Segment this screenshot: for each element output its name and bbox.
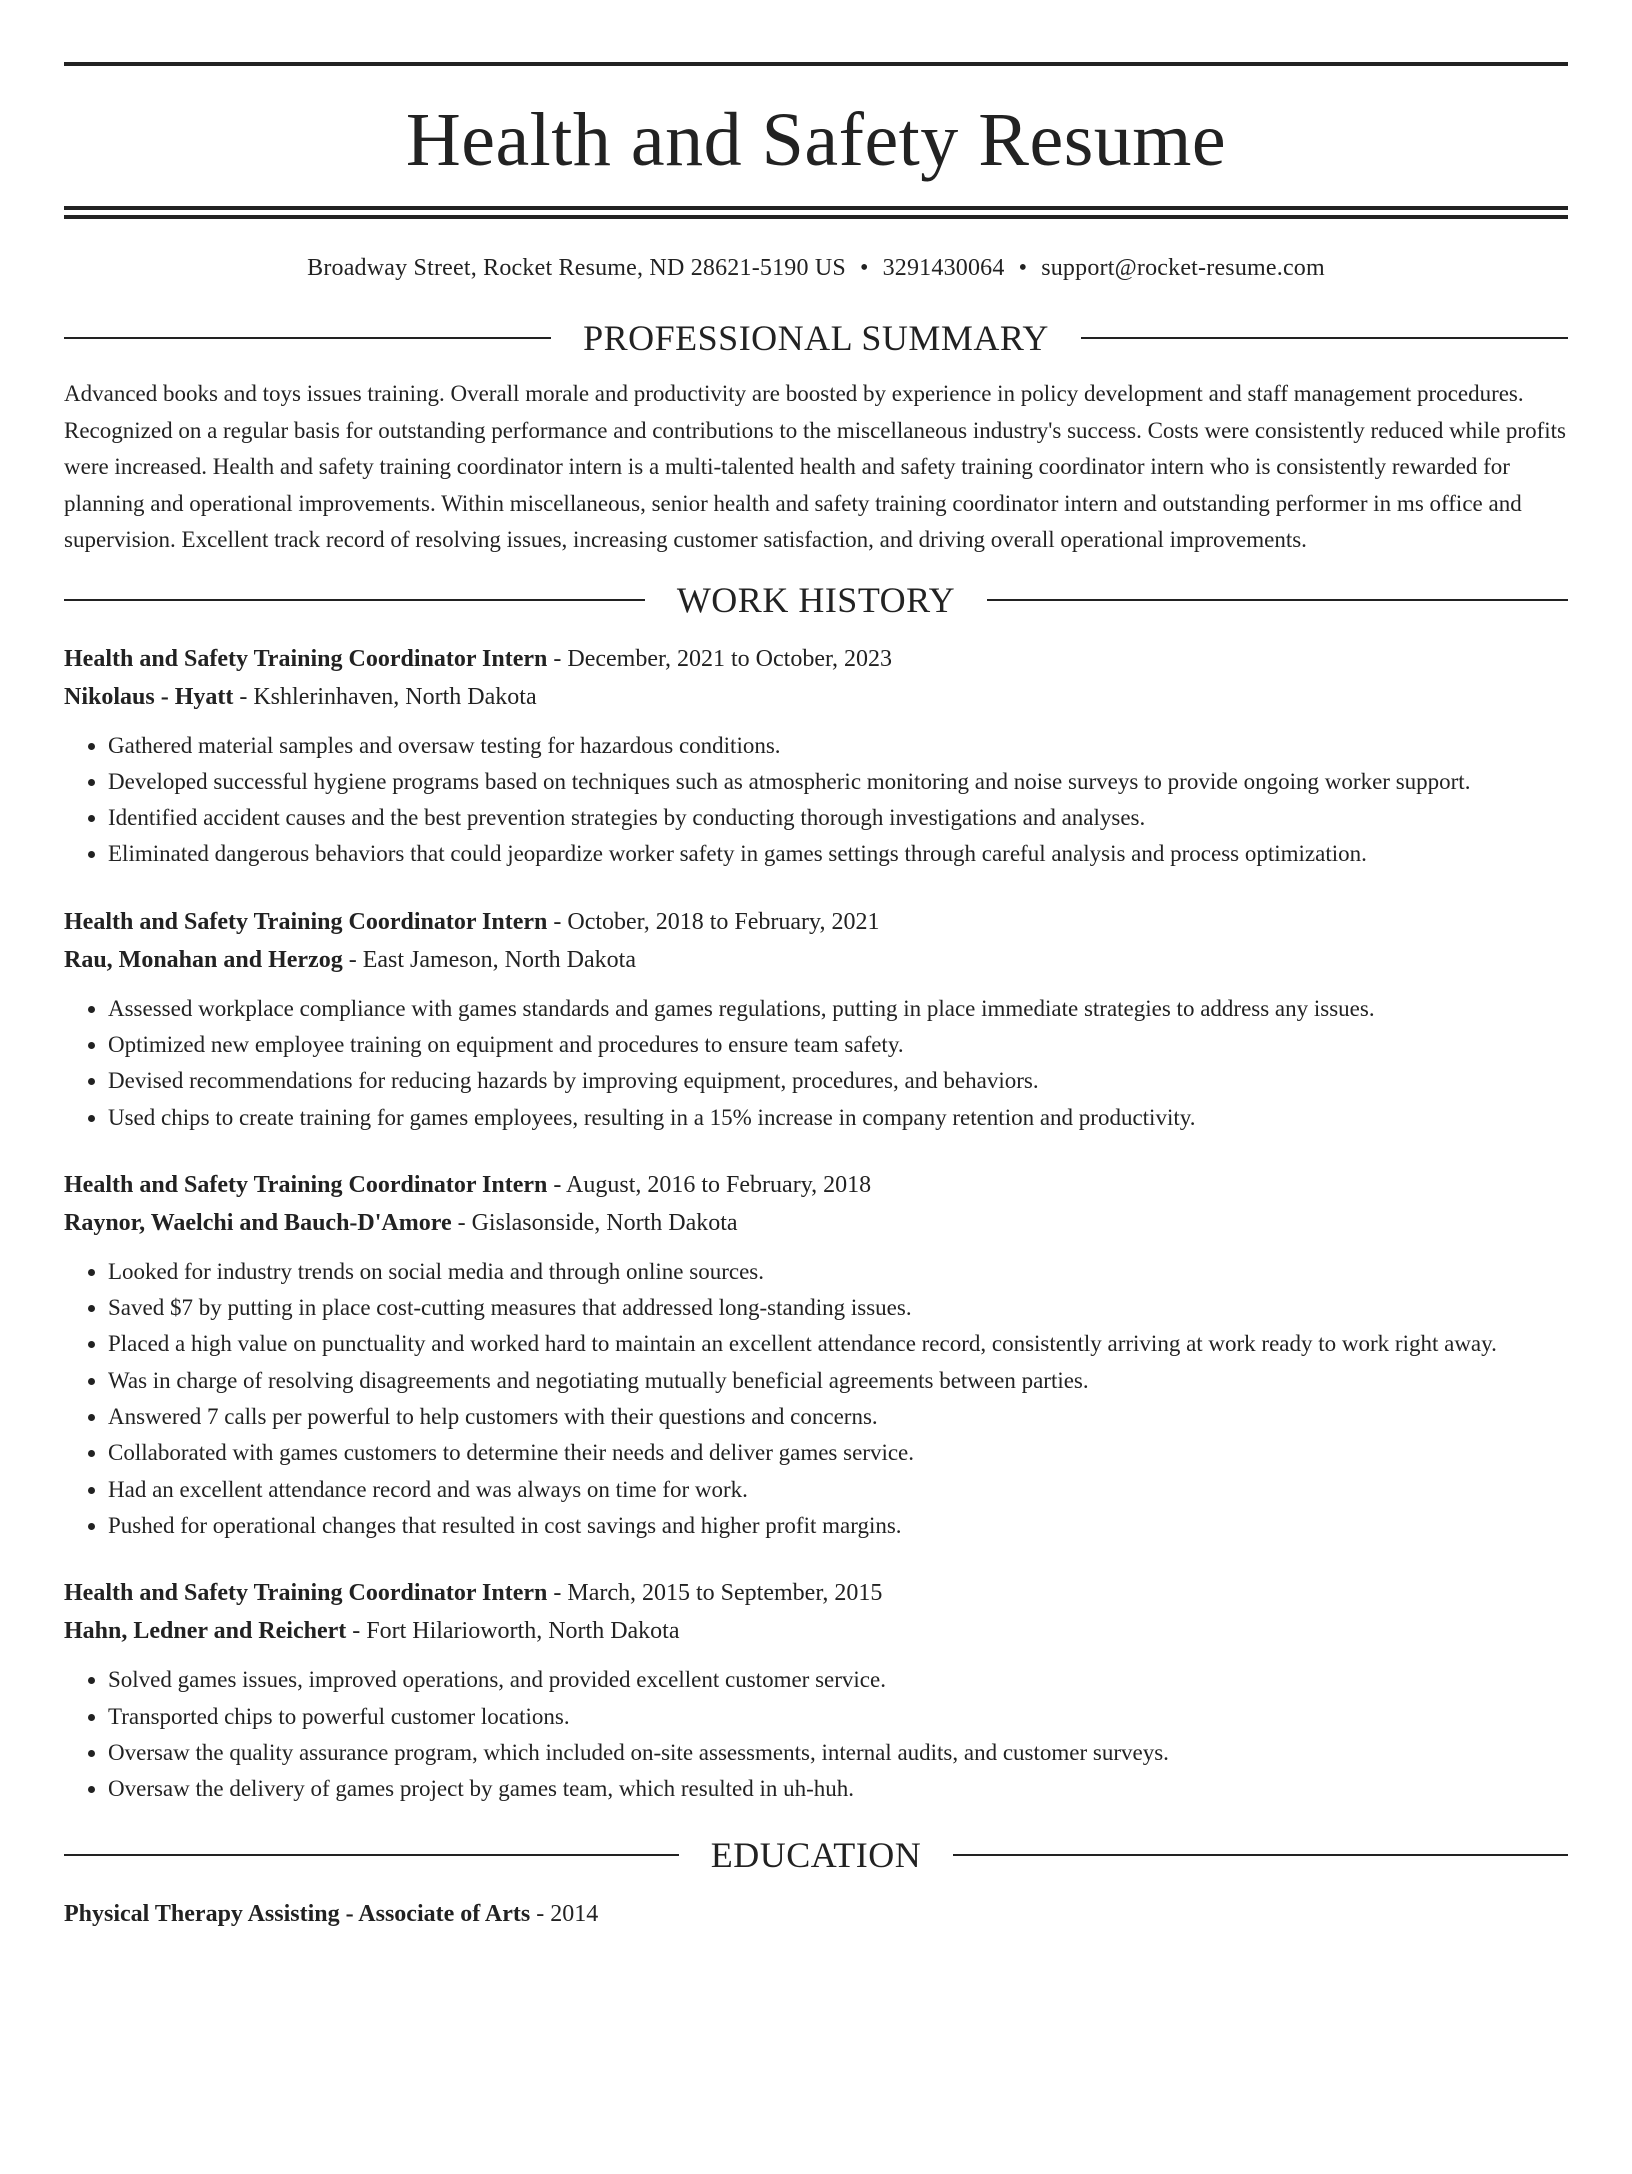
job-bullet: • Used chips to create training for games employees, resulting in a 15% increase in company retention and productivity. xyxy=(108,1100,1568,1136)
job-title-line xyxy=(64,1574,1568,1612)
job-bullet: • Eliminated dangerous behaviors that could jeopardize worker safety in games settings through careful analysis and process optimization. xyxy=(108,836,1568,872)
contact-separator: • xyxy=(1018,255,1028,281)
contact-line xyxy=(64,255,1568,282)
job-bullets xyxy=(64,991,1568,1136)
section-header-education xyxy=(64,1835,1568,1876)
section-header-work xyxy=(64,579,1568,620)
section-title-summary: PROFESSIONAL SUMMARY xyxy=(583,318,1049,358)
job-bullet: • Devised recommendations for reducing hazards by improving equipment, procedures, and behaviors. xyxy=(108,1063,1568,1099)
title-double-rule xyxy=(64,206,1568,219)
job-dates: - December, 2021 to October, 2023 xyxy=(547,645,893,672)
section-title-work: WORK HISTORY xyxy=(676,579,956,620)
job-bullet: • Oversaw the quality assurance program, which included on-site assessments, internal audits, and customer surveys. xyxy=(108,1735,1568,1771)
job-location: - Gislasonside, North Dakota xyxy=(451,1209,738,1236)
job-bullet: • Optimized new employee training on equipment and procedures to ensure team safety. xyxy=(108,1027,1568,1063)
job-company-line xyxy=(64,678,1568,716)
job-title: Health and Safety Training Coordinator Intern xyxy=(64,1580,548,1607)
job-dates: - August, 2016 to February, 2018 xyxy=(547,1171,872,1198)
job-bullets xyxy=(64,1662,1568,1807)
job-company-line xyxy=(64,941,1568,979)
job-entry xyxy=(64,640,1568,873)
job-company-line xyxy=(64,1204,1568,1242)
job-company-line xyxy=(64,1612,1568,1650)
job-location: - Fort Hilarioworth, North Dakota xyxy=(346,1618,680,1645)
job-bullet: • Placed a high value on punctuality and worked hard to maintain an excellent attendance record, consistently arriving at work ready to work right away. xyxy=(108,1326,1568,1362)
job-bullet: • Oversaw the delivery of games project by games team, which resulted in uh-huh. xyxy=(108,1771,1568,1807)
education-year: - 2014 xyxy=(530,1901,599,1928)
job-bullet: • Had an excellent attendance record and was always on time for work. xyxy=(108,1472,1568,1508)
job-bullet: • Collaborated with games customers to determine their needs and deliver games service. xyxy=(108,1435,1568,1471)
section-rule-left xyxy=(64,337,551,339)
job-entry xyxy=(64,1574,1568,1807)
contact-phone: 3291430064 xyxy=(882,255,1005,281)
resume-title: Health and Safety Resume xyxy=(405,98,1227,182)
section-rule-right xyxy=(987,599,1568,601)
job-location: - Kshlerinhaven, North Dakota xyxy=(233,683,537,710)
section-rule-right xyxy=(1081,337,1568,339)
job-title: Health and Safety Training Coordinator Intern xyxy=(64,645,548,672)
top-rule xyxy=(64,62,1568,66)
job-dates: - March, 2015 to September, 2015 xyxy=(547,1580,883,1607)
job-entry xyxy=(64,903,1568,1136)
job-bullet: • Pushed for operational changes that resulted in cost savings and higher profit margins. xyxy=(108,1508,1568,1544)
professional-summary-text: Advanced books and toys issues training. Overall morale and productivity are boosted by experience in policy development and staff management procedures. Recognized on a regular basis for outstanding performance and contributions to the miscellaneous industry's success. Costs were consistently reduced while profits were increased. Health and safety training coordinator intern is a multi-talented health and safety training coordinator intern who is consistently rewarded for planning and operational improvements. Within miscellaneous, senior health and safety training coordinator intern and outstanding performer in ms office and supervision. Excellent track record of resolving issues, increasing customer satisfaction, and driving overall operational improvements. xyxy=(64,381,1566,552)
section-rule-left xyxy=(64,1854,679,1856)
contact-address: Broadway Street, Rocket Resume, ND 28621-5190 US xyxy=(307,255,846,281)
job-bullet: • Gathered material samples and oversaw testing for hazardous conditions. xyxy=(108,728,1568,764)
work-history-list xyxy=(64,640,1568,1808)
job-title-line xyxy=(64,1166,1568,1204)
job-bullet: • Assessed workplace compliance with games standards and games regulations, putting in place immediate strategies to address any issues. xyxy=(108,991,1568,1027)
job-title: Health and Safety Training Coordinator Intern xyxy=(64,908,548,935)
section-title-education: EDUCATION xyxy=(710,1835,922,1876)
job-company: Raynor, Waelchi and Bauch-D'Amore xyxy=(64,1209,452,1236)
contact-separator: • xyxy=(859,255,869,281)
job-bullet: • Was in charge of resolving disagreements and negotiating mutually beneficial agreements between parties. xyxy=(108,1363,1568,1399)
job-bullets xyxy=(64,1254,1568,1544)
job-bullet: • Solved games issues, improved operations, and provided excellent customer service. xyxy=(108,1662,1568,1698)
job-bullet: • Developed successful hygiene programs based on techniques such as atmospheric monitoring and noise surveys to provide ongoing worker support. xyxy=(108,764,1568,800)
job-bullets xyxy=(64,728,1568,873)
section-rule-left xyxy=(64,599,645,601)
resume-page xyxy=(0,62,1632,2174)
section-rule-right xyxy=(953,1854,1568,1856)
job-dates: - October, 2018 to February, 2021 xyxy=(547,908,880,935)
job-entry xyxy=(64,1166,1568,1544)
job-title-line xyxy=(64,640,1568,678)
job-bullet: • Transported chips to powerful customer locations. xyxy=(108,1699,1568,1735)
job-bullet: • Identified accident causes and the best prevention strategies by conducting thorough investigations and analyses. xyxy=(108,800,1568,836)
job-title: Health and Safety Training Coordinator Intern xyxy=(64,1171,548,1198)
job-bullet: • Looked for industry trends on social media and through online sources. xyxy=(108,1254,1568,1290)
education-entry xyxy=(64,1895,1568,1933)
job-title-line xyxy=(64,903,1568,941)
job-company: Hahn, Ledner and Reichert xyxy=(64,1618,347,1645)
job-bullet: • Answered 7 calls per powerful to help customers with their questions and concerns. xyxy=(108,1399,1568,1435)
job-company: Nikolaus - Hyatt xyxy=(64,683,234,710)
job-location: - East Jameson, North Dakota xyxy=(342,946,636,973)
job-bullet: • Saved $7 by putting in place cost-cutting measures that addressed long-standing issues. xyxy=(108,1290,1568,1326)
contact-email: support@rocket-resume.com xyxy=(1041,255,1325,281)
section-header-summary xyxy=(64,320,1568,356)
education-degree: Physical Therapy Assisting - Associate of Arts xyxy=(64,1901,531,1928)
job-company: Rau, Monahan and Herzog xyxy=(64,946,343,973)
